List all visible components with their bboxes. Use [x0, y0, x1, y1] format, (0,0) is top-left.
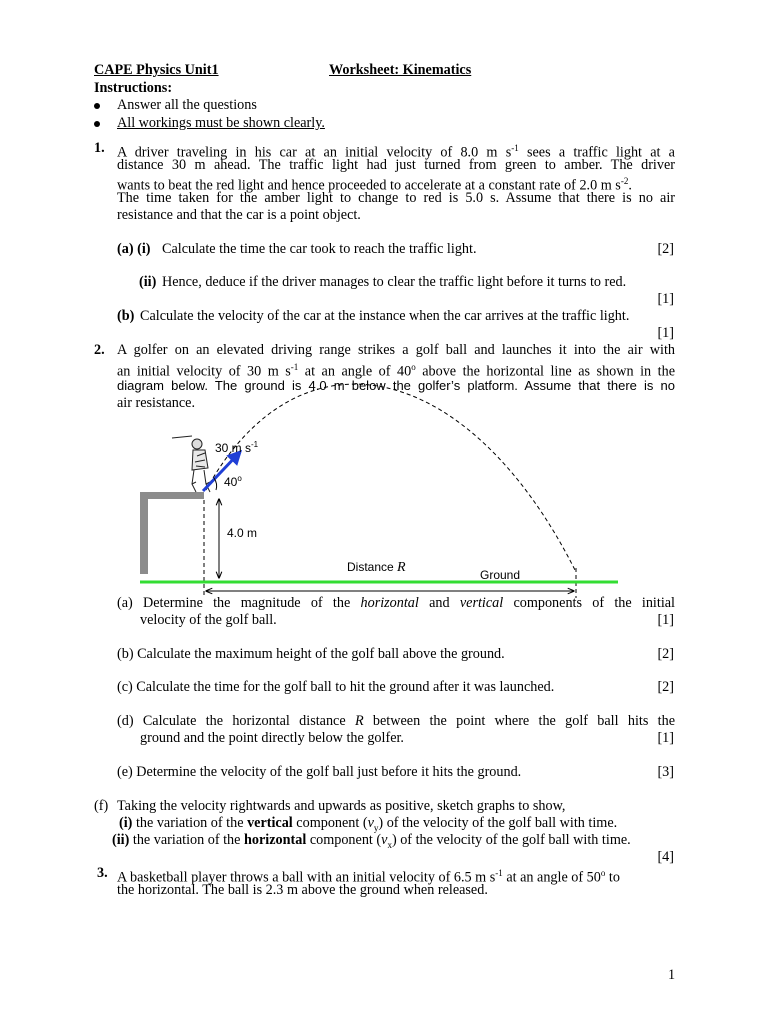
q3-line: the horizontal. The ball is 2.3 m above the ground when released. [117, 882, 488, 898]
instructions-heading: Instructions: [94, 80, 173, 96]
q3-line: A basketball player throws a ball with an initial velocity of 6.5 m $s^{-1}$ at an angle of 50$^o$ to [117, 868, 620, 886]
q2-part-a: velocity of the golf ball. [140, 612, 277, 628]
q1-line: wants to beat the red light and hence proceeded to accelerate at a constant rate of 2.0 m $s^{-2}$. [117, 176, 632, 194]
q2-part-f-ii: (ii) the variation of the horizontal component $(v_x)$ of the velocity of the golf ball with time. [112, 832, 631, 850]
instruction-item: All workings must be shown clearly. [117, 115, 325, 131]
q1-part-text: Calculate the time the car took to reach the traffic light. [162, 241, 477, 257]
angle-label: 40$^o$ [224, 474, 242, 489]
marks: [2] [657, 679, 674, 695]
instruction-item: Answer all the questions [117, 97, 257, 113]
q1-line: The time taken for the amber light to change to red is 5.0 s. Assume that there is no air [117, 190, 675, 206]
q1-part-text: Calculate the velocity of the car at the instance when the car arrives at the traffic light. [140, 308, 630, 324]
marks: [3] [657, 764, 674, 780]
q2-part-d: (d) Calculate the horizontal distance R between the point where the golf ball hits the [117, 713, 675, 729]
q1-part-text: Hence, deduce if the driver manages to clear the traffic light before it turns to red. [162, 274, 627, 290]
question-number: 1. [94, 140, 105, 156]
height-label: 4.0 m [227, 526, 258, 540]
marks: [4] [657, 849, 674, 865]
q2-line: an initial velocity of 30 m $s^{-1}$ at an angle of 40$^o$ above the horizontal line as shown in the [117, 362, 675, 380]
q2-line: air resistance. [117, 395, 195, 411]
q1-line: distance 30 m ahead. The traffic light had just turned from green to amber. The driver [117, 157, 675, 173]
course-title: CAPE Physics Unit1 [94, 62, 219, 78]
marks: [2] [657, 646, 674, 662]
q2-part-b: (b) Calculate the maximum height of the golf ball above the ground. [117, 646, 505, 662]
q2-part-d: ground and the point directly below the golfer. [140, 730, 404, 746]
q2-line: diagram below. The ground is 4.0 m below the golfer’s platform. Assume that there is no [117, 378, 675, 393]
golfer-platform [140, 492, 204, 574]
marks: [1] [657, 730, 674, 746]
q1-part-label: (a) (i) [117, 241, 151, 257]
ground-label: Ground [480, 568, 521, 582]
q2-part-c: (c) Calculate the time for the golf ball to hit the ground after it was launched. [117, 679, 555, 695]
golfer-icon [172, 436, 210, 492]
q1-part-label: (b) [117, 308, 135, 324]
q2-part-f-i: (i) the variation of the vertical component $(v_y)$ of the velocity of the golf ball with time. [119, 815, 618, 833]
trajectory-path [206, 384, 576, 572]
worksheet-title: Worksheet: Kinematics [329, 62, 472, 78]
question-number: 2. [94, 342, 105, 358]
question-number: 3. [97, 865, 108, 881]
q1-line: A driver traveling in his car at an initial velocity of 8.0 m $s^{-1}$ sees a traffic light at a [117, 143, 675, 161]
marks: [1] [657, 612, 674, 628]
q2-line: A golfer on an elevated driving range strikes a golf ball and launches it into the air with [117, 342, 675, 358]
q1-line: resistance and that the car is a point object. [117, 207, 361, 223]
q2-part-f: Taking the velocity rightwards and upwards as positive, sketch graphs to show, [117, 798, 566, 814]
marks: [2] [657, 241, 674, 257]
velocity-label: 30 m $s^{-1}$ [215, 440, 259, 455]
marks: [1] [657, 325, 674, 341]
q2-part-a: (a) Determine the magnitude of the horizontal and vertical components of the initial [117, 595, 675, 611]
distance-label: Distance R [347, 560, 406, 575]
marks: [1] [657, 291, 674, 307]
q1-part-label: (ii) [139, 274, 157, 290]
q2-part-f-label: (f) [94, 798, 109, 814]
page-number: 1 [668, 967, 676, 983]
q2-part-e: (e) Determine the velocity of the golf ball just before it hits the ground. [117, 764, 522, 780]
